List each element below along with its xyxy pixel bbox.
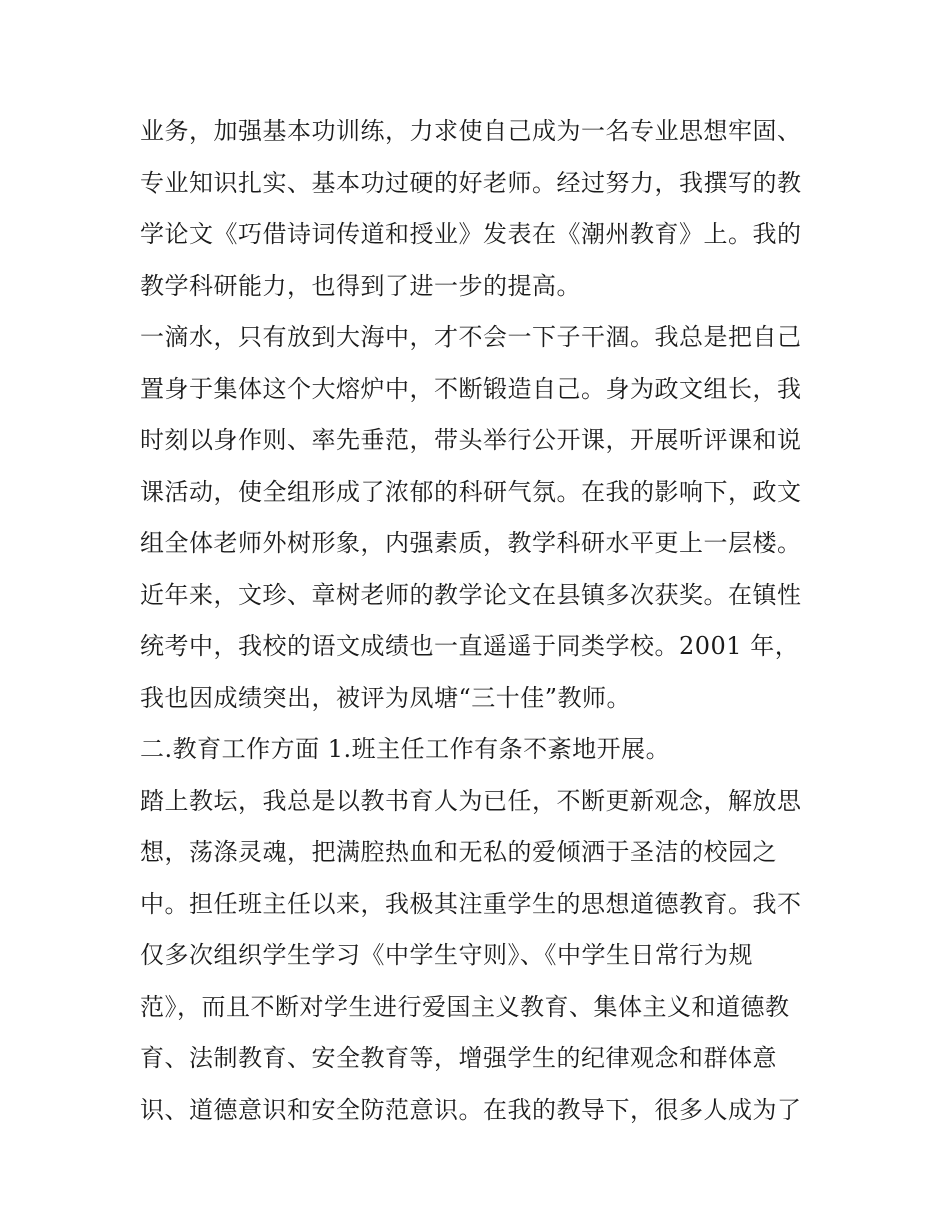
text-line: 课活动，使全组形成了浓郁的科研气氛。在我的影响下，政文 — [140, 477, 802, 506]
text-line: 时刻以身作则、率先垂范，带头举行公开课，开展听评课和说 — [140, 426, 802, 454]
text-line: 范》，而且不断对学生进行爱国主义教育、集体主义和道德教 — [140, 992, 790, 1021]
text-line: 踏上教坛，我总是以教书育人为已任，不断更新观念，解放思 — [140, 786, 802, 815]
body-text — [140, 106, 820, 1136]
text-line: 育、法制教育、安全教育等，增强学生的纪律观念和群体意 — [140, 1044, 777, 1072]
text-line: 仅多次组织学生学习《中学生守则》、《中学生日常行为规 — [140, 941, 753, 969]
text-line: 一滴水，只有放到大海中，才不会一下子干涸。我总是把自己 — [140, 323, 802, 351]
text-line: 置身于集体这个大熔炉中，不断锻造自己。身为政文组长，我 — [140, 374, 802, 403]
text-line: 组全体老师外树形象，内强素质，教学科研水平更上一层楼。 — [140, 529, 802, 557]
text-line: 识、道德意识和安全防范意识。在我的教导下，很多人成为了 — [140, 1095, 802, 1124]
text-line: 近年来，文珍、章树老师的教学论文在县镇多次获奖。在镇性 — [140, 580, 802, 609]
section-heading: 二.教育工作方面 1.班主任工作有条不紊地开展。 — [140, 735, 671, 763]
text-line: 业务，加强基本功训练，力求使自己成为一名专业思想牢固、 — [140, 117, 802, 145]
text-line: 专业知识扎实、基本功过硬的好老师。经过努力，我撰写的教 — [140, 168, 802, 197]
text-line: 统考中，我校的语文成绩也一直遥遥于同类学校。2001 年， — [140, 632, 800, 660]
text-line: 想，荡涤灵魂，把满腔热血和无私的爱倾洒于圣洁的校园之 — [140, 838, 777, 866]
text-line: 中。担任班主任以来，我极其注重学生的思想道德教育。我不 — [140, 889, 802, 918]
text-line: 教学科研能力，也得到了进一步的提高。 — [140, 271, 581, 300]
text-line: 我也因成绩突出，被评为凤塘“三十佳”教师。 — [140, 683, 632, 712]
text-line: 学论文《巧借诗词传道和授业》发表在《潮州教育》上。我的 — [140, 220, 802, 248]
